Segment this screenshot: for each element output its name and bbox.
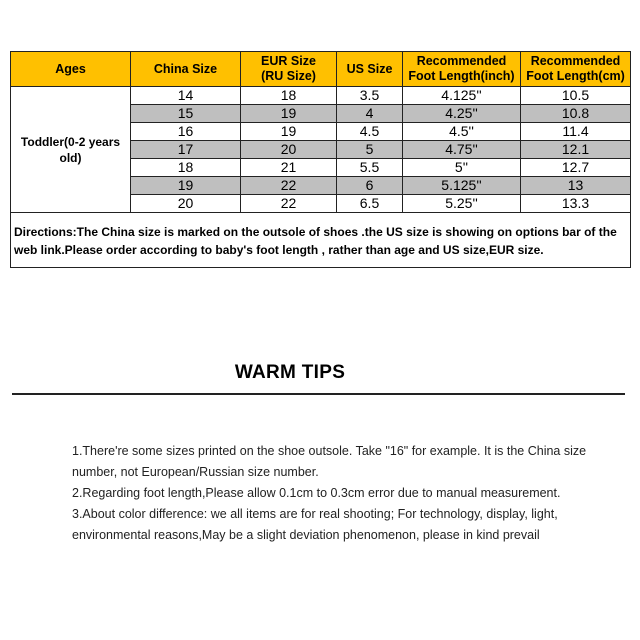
cell-foot-length-cm: 13 xyxy=(521,177,631,195)
cell-eur-size: 18 xyxy=(241,87,337,105)
age-group-line1: Toddler(0-2 years xyxy=(20,134,121,149)
cell-us-size: 6 xyxy=(337,177,403,195)
header-cm-line2: Foot Length(cm) xyxy=(526,69,625,83)
table-header-row xyxy=(11,52,631,87)
header-cm-line1: Recommended xyxy=(530,54,621,68)
tip-item: 1.There're some sizes printed on the shoe outsole. Take "16" for example. It is the China size number, not European/Russian size number. xyxy=(72,444,587,479)
cell-eur-size: 21 xyxy=(241,159,337,177)
cell-foot-length-cm: 10.8 xyxy=(521,105,631,123)
cell-china-size: 17 xyxy=(131,141,241,159)
cell-foot-length-inch: 5'' xyxy=(403,159,521,177)
cell-foot-length-inch: 4.75'' xyxy=(403,141,521,159)
cell-foot-length-inch: 5.25'' xyxy=(403,195,521,213)
header-eur-line1: EUR Size xyxy=(261,54,316,68)
header-inch-line1: Recommended xyxy=(416,54,507,68)
cell-foot-length-cm: 13.3 xyxy=(521,195,631,213)
header-foot-length-inch xyxy=(403,52,521,87)
warm-tips-divider xyxy=(12,393,625,395)
header-eur-size xyxy=(241,52,337,87)
age-group-cell xyxy=(11,87,131,213)
header-inch-line2: Foot Length(inch) xyxy=(408,69,515,83)
header-china-size-label: China Size xyxy=(153,61,218,76)
cell-foot-length-inch: 4.25'' xyxy=(403,105,521,123)
cell-us-size: 5.5 xyxy=(337,159,403,177)
cell-foot-length-cm: 10.5 xyxy=(521,87,631,105)
table-row xyxy=(11,87,631,105)
cell-china-size: 18 xyxy=(131,159,241,177)
age-group-line2: old) xyxy=(59,150,82,165)
cell-foot-length-inch: 5.125'' xyxy=(403,177,521,195)
cell-china-size: 15 xyxy=(131,105,241,123)
cell-us-size: 4.5 xyxy=(337,123,403,141)
directions-row xyxy=(11,213,631,268)
cell-china-size: 16 xyxy=(131,123,241,141)
cell-us-size: 5 xyxy=(337,141,403,159)
header-us-size-label: US Size xyxy=(346,61,393,76)
cell-foot-length-cm: 11.4 xyxy=(521,123,631,141)
header-china-size xyxy=(131,52,241,87)
cell-china-size: 19 xyxy=(131,177,241,195)
cell-foot-length-inch: 4.5'' xyxy=(403,123,521,141)
cell-us-size: 3.5 xyxy=(337,87,403,105)
cell-china-size: 14 xyxy=(131,87,241,105)
warm-tips-list xyxy=(72,441,612,546)
cell-foot-length-cm: 12.7 xyxy=(521,159,631,177)
header-foot-length-cm xyxy=(521,52,631,87)
size-chart-table xyxy=(10,51,631,268)
cell-foot-length-cm: 12.1 xyxy=(521,141,631,159)
directions-text: Directions:The China size is marked on the outsole of shoes .the US size is showing on options bar of the web link.Please order according to baby's foot length , rather than age and US size,EUR size. xyxy=(11,213,631,268)
cell-eur-size: 22 xyxy=(241,177,337,195)
tip-item: 2.Regarding foot length,Please allow 0.1cm to 0.3cm error due to manual measurement. xyxy=(72,486,561,500)
header-ages xyxy=(11,52,131,87)
cell-foot-length-inch: 4.125'' xyxy=(403,87,521,105)
cell-us-size: 4 xyxy=(337,105,403,123)
header-ages-label: Ages xyxy=(55,61,86,76)
cell-us-size: 6.5 xyxy=(337,195,403,213)
cell-eur-size: 19 xyxy=(241,105,337,123)
cell-eur-size: 20 xyxy=(241,141,337,159)
warm-tips-title: WARM TIPS xyxy=(234,362,346,383)
tip-item: 3.About color difference: we all items are for real shooting; For technology, display, light, environmental reasons,May be a slight deviation phenomenon, please in kind prevail xyxy=(72,507,558,542)
cell-eur-size: 22 xyxy=(241,195,337,213)
header-eur-line2: (RU Size) xyxy=(261,69,316,83)
cell-eur-size: 19 xyxy=(241,123,337,141)
cell-china-size: 20 xyxy=(131,195,241,213)
header-us-size xyxy=(337,52,403,87)
